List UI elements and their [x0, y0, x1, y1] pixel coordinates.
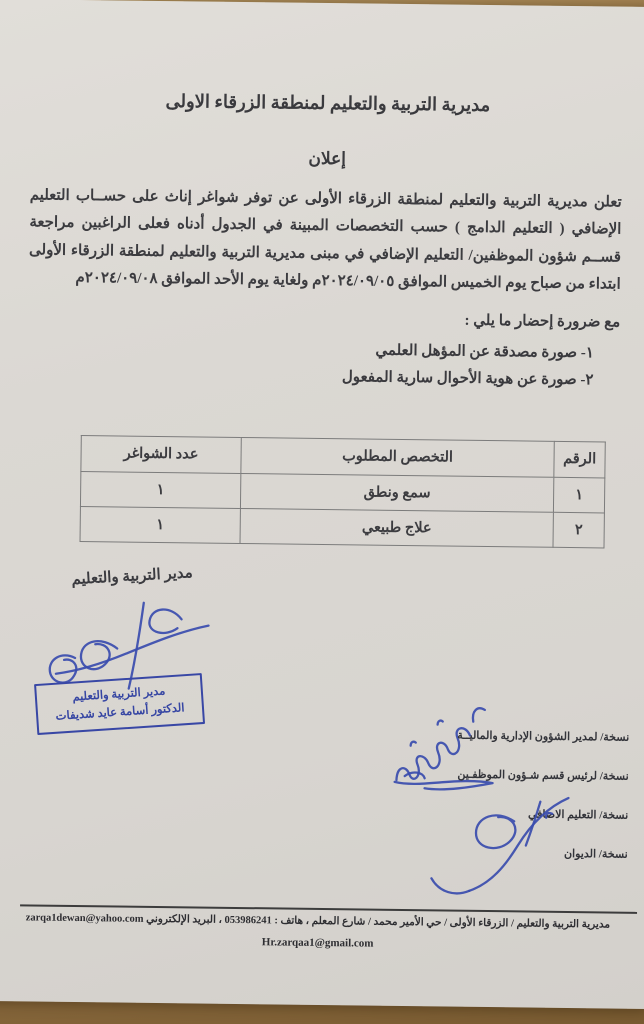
page-title: مديرية التربية والتعليم لمنطقة الزرقاء الاولى [165, 91, 491, 116]
copy-line: نسخة/ لمدير الشؤون الإدارية والماليــة [457, 729, 630, 744]
table-row [80, 507, 604, 548]
column-header-specialty: التخصص المطلوب [241, 437, 555, 477]
announcement-body: تعلن مديرية التربية والتعليم لمنطقة الزرقاء الأولى عن توفر شواغر إناث على حســاب التعليم الإضافي ( التعليم الدامج ) حسب التخصصات المبينة في الجدول أدناه فعلى الراغبين مراجعة قســم شؤون الموظفين/ التعليم الإضافي في مبنى مديرية التربية والتعليم لمنطقة الزرقاء الأولى ابتداء من صباح يوم الخميس الموافق ٢٠٢٤/٠٩/٠٥م ولغاية يوم الأحد الموافق ٢٠٢٤/٠٩/٠٨م [28, 187, 622, 293]
copy-line: نسخة/ الديوان [563, 847, 628, 861]
cell-number: ١ [554, 477, 605, 513]
column-header-vacancies: عدد الشواغر [81, 436, 241, 474]
stamp-line1: مدير التربية والتعليم [72, 685, 166, 704]
copy-line: نسخة/ التعليم الاضافي [527, 808, 629, 822]
stamp-line2: الدكتور أسامة عايد شديفات [55, 702, 185, 724]
vacancies-table [80, 435, 606, 548]
requirements-list [342, 340, 594, 397]
requirements-intro: مع ضرورة إحضار ما يلي : [464, 312, 621, 331]
copy-line: نسخة/ لرئيس قسم شـؤون الموظفـين [457, 768, 629, 783]
footer-email: Hr.zarqaa1@gmail.com [261, 936, 374, 950]
requirement-item: ٢- صورة عن هوية الأحوال سارية المفعول [341, 369, 594, 389]
director-stamp [34, 673, 205, 735]
column-header-number: الرقم [554, 441, 605, 478]
footer-contact-line: مديرية التربية والتعليم / الزرقاء الأولى / حي الأمير محمد / شارع المعلم ، هاتف : 053986241 ، البريد الإلكتروني zarqa1dewan@yahoo.com [25, 912, 611, 931]
cell-specialty: علاج طبيعي [240, 508, 554, 547]
announcement-heading: إعلان [308, 148, 347, 169]
cell-number: ٢ [553, 512, 604, 548]
signatory-title: مدير التربية والتعليم [71, 565, 194, 589]
cell-vacancies: ١ [80, 507, 240, 544]
cell-vacancies: ١ [80, 472, 240, 509]
additional-education-signature-ink [417, 786, 578, 900]
requirement-item: ١- صورة مصدقة عن المؤهل العلمي [375, 342, 594, 362]
cell-specialty: سمع ونطق [240, 473, 554, 512]
